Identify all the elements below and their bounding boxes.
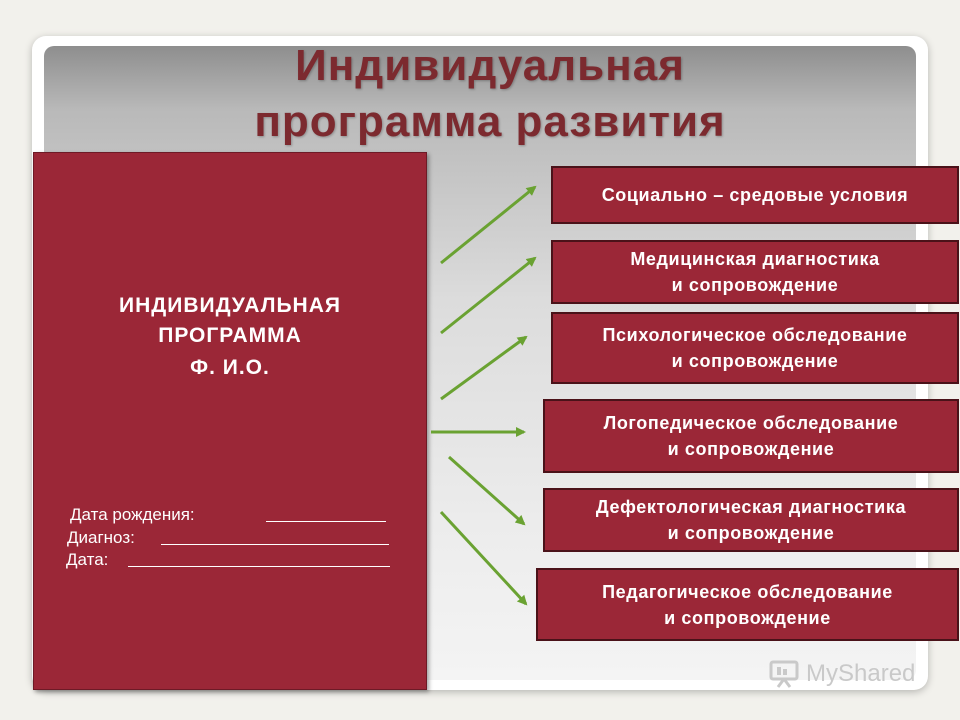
box-5-line-1: Дефектологическая диагностика: [595, 497, 907, 517]
box-4-line-2: и сопровождение: [667, 439, 835, 459]
box-2-line-2: и сопровождение: [671, 275, 839, 295]
watermark-logo: [768, 656, 928, 692]
presentation-board-icon: [768, 658, 802, 688]
box-3-line-2: и сопровождение: [671, 351, 839, 371]
box-psychological: [551, 312, 959, 384]
arrow-3: [441, 337, 526, 399]
box-6-line-1: Педагогическое обследование: [602, 581, 893, 602]
box-2-line-1: Медицинская диагностика: [630, 249, 880, 269]
logo-wordmark: MyShared: [806, 660, 916, 687]
box-6-line-2: и сопровождение: [664, 607, 831, 628]
box-defectology: [543, 488, 959, 552]
diagnosis-label: Диагноз:: [67, 528, 135, 547]
arrow-2: [441, 258, 535, 333]
box-1-line-1: Социально – средовые условия: [601, 185, 909, 205]
book-heading-line-2: ПРОГРАММА: [158, 324, 302, 347]
box-pedagogical: [536, 568, 959, 641]
box-5-line-2: и сопровождение: [667, 523, 835, 543]
arrow-5: [449, 457, 524, 524]
birth-date-label: Дата рождения:: [70, 505, 195, 524]
title-line-1: Индивидуальная: [295, 41, 685, 90]
arrow-6: [441, 512, 526, 604]
box-4-line-1: Логопедическое обследование: [603, 413, 899, 433]
box-speech-therapy: [543, 399, 959, 473]
book-heading-line-3: Ф. И.О.: [190, 356, 270, 379]
box-medical: [551, 240, 959, 304]
date-label: Дата:: [66, 550, 109, 569]
box-social-conditions: [551, 166, 959, 224]
book-heading-line-1: ИНДИВИДУАЛЬНАЯ: [119, 294, 341, 317]
arrow-1: [441, 187, 535, 263]
box-3-line-1: Психологическое обследование: [602, 325, 908, 345]
title-line-2: программа развития: [254, 97, 726, 146]
